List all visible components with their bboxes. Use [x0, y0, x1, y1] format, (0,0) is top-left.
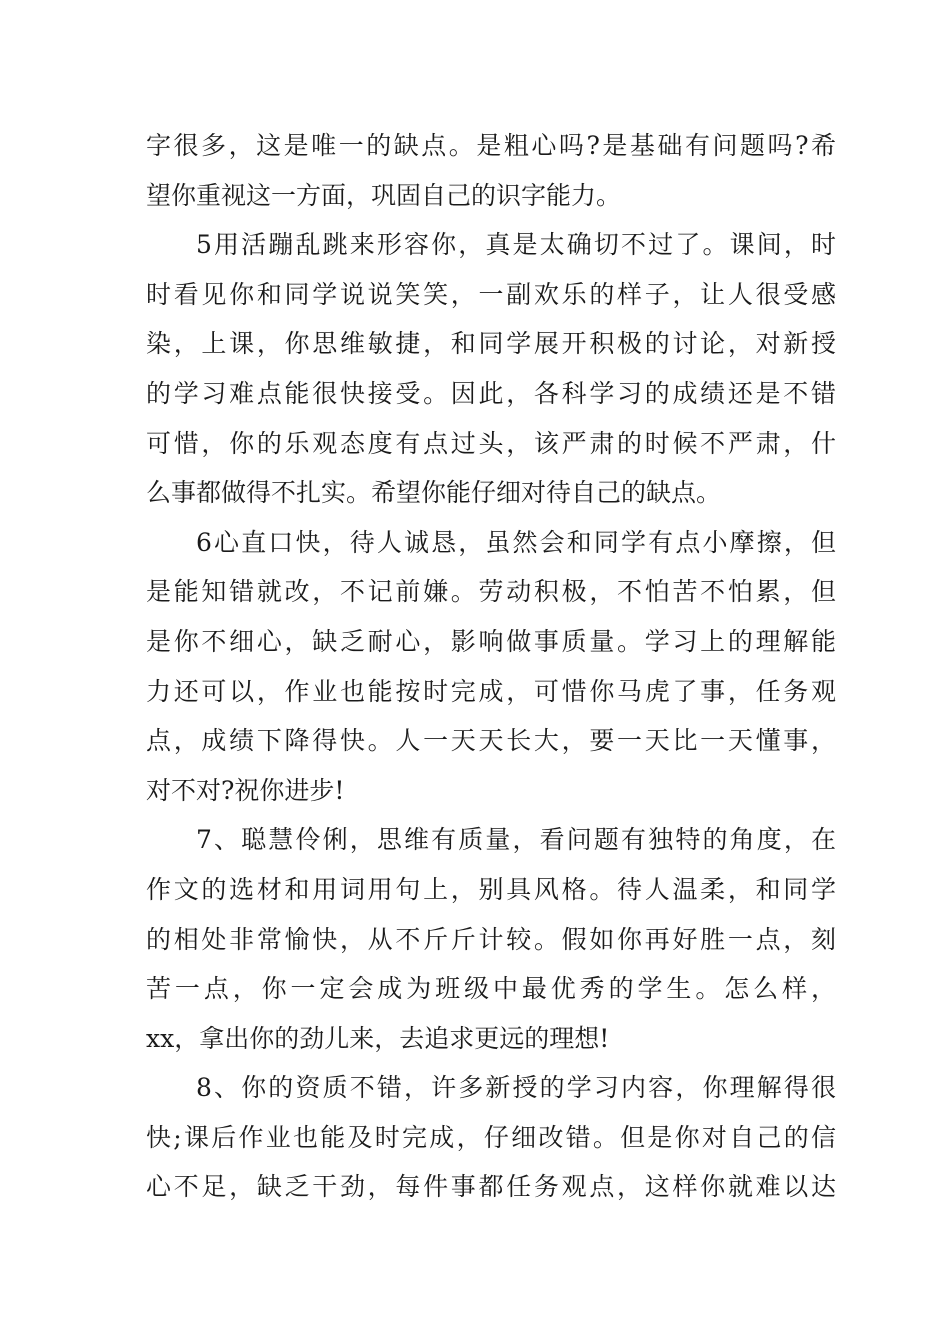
text-line: 的相处非常愉快，从不斤斤计较。假如你再好胜一点，刻 — [146, 924, 836, 954]
text-line: 苦一点，你一定会成为班级中最优秀的学生。怎么样， — [146, 974, 836, 1004]
text-line: 点，成绩下降得快。人一天天长大，要一天比一天懂事， — [146, 726, 836, 756]
text-line: 心不足，缺乏干劲，每件事都任务观点，这样你就难以达 — [146, 1172, 836, 1202]
text-line: 力还可以，作业也能按时完成，可惜你马虎了事，任务观 — [146, 676, 836, 706]
text-line: 快;课后作业也能及时完成，仔细改错。但是你对自己的信 — [146, 1122, 836, 1152]
text-line: 作文的选材和用词用句上，别具风格。待人温柔，和同学 — [146, 874, 836, 904]
text-line: 可惜，你的乐观态度有点过头，该严肃的时候不严肃，什 — [146, 428, 836, 458]
text-line: 字很多，这是唯一的缺点。是粗心吗?是基础有问题吗?希 — [146, 131, 836, 160]
text-line: 对不对?祝你进步! — [146, 775, 345, 805]
text-line: 是能知错就改，不记前嫌。劳动积极，不怕苦不怕累，但 — [146, 577, 836, 607]
paragraph-start-6: 6心直口快，待人诚恳，虽然会和同学有点小摩擦，但 — [196, 527, 836, 557]
text-line: 的学习难点能很快接受。因此，各科学习的成绩还是不错 — [146, 378, 836, 408]
text-line: 是你不细心，缺乏耐心，影响做事质量。学习上的理解能 — [146, 626, 836, 656]
paragraph-start-5: 5用活蹦乱跳来形容你，真是太确切不过了。课间，时 — [196, 230, 836, 260]
paragraph-start-7: 7、聪慧伶俐，思维有质量，看问题有独特的角度，在 — [196, 825, 836, 855]
text-line: 染，上课，你思维敏捷，和同学展开积极的讨论，对新授 — [146, 329, 836, 359]
paragraph-start-8: 8、你的资质不错，许多新授的学习内容，你理解得很 — [196, 1073, 836, 1103]
text-line: xx，拿出你的劲儿来，去追求更远的理想! — [146, 1023, 610, 1053]
text-line: 时看见你和同学说说笑笑，一副欢乐的样子，让人很受感 — [146, 279, 836, 309]
document-body — [146, 121, 836, 1212]
text-line: 么事都做得不扎实。希望你能仔细对待自己的缺点。 — [146, 478, 722, 508]
text-line: 望你重视这一方面，巩固自己的识字能力。 — [146, 180, 622, 210]
